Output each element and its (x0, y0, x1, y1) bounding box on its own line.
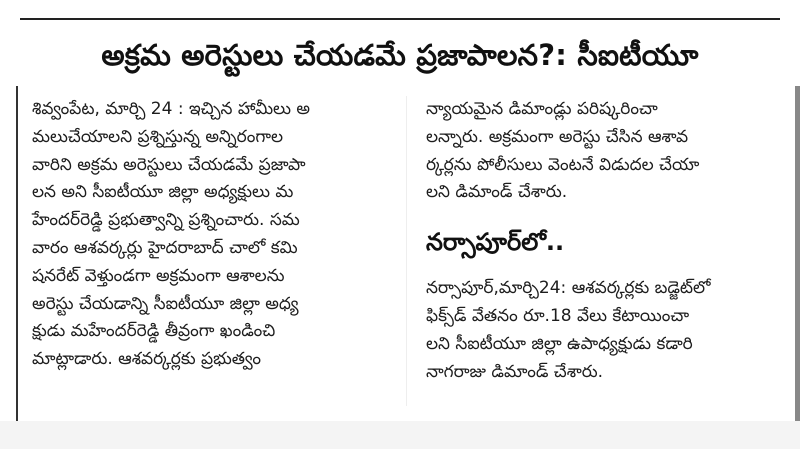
left-column (32, 96, 380, 374)
text-line: వారిని అక్రమ అరెస్టులు చేయడమే ప్రజాపా (32, 154, 306, 175)
text-line: శివ్వంపేట, మార్చి 24 : ఇచ్చిన హామీలు అ (32, 99, 310, 119)
text-line: క్షుడు మహేందర్‌రెడ్డి తీవ్రంగా ఖండించి (32, 321, 276, 342)
text-line: లన్నారు. అక్రమంగా అరెస్టు చేసిన ఆశావ (426, 126, 689, 147)
text-line: మలుచేయాలని ప్రశ్నిస్తున్న అన్నిరంగాల (32, 126, 284, 147)
text-line: హేందర్‌రెడ్డి ప్రభుత్వాన్ని ప్రశ్నించారు. సమ (32, 210, 300, 231)
sub-heading: నర్సాపూర్‌లో.. (426, 228, 565, 257)
text-line: ర్కర్లను పోలీసులు వెంటనే విడుదల చేయా (426, 154, 700, 175)
text-line: న్యాయమైన డిమాండ్లు పరిష్కరించా (426, 99, 658, 119)
text-line: లని సీఐటీయూ జిల్లా ఉపాధ్యక్షుడు కడారి (426, 333, 693, 354)
top-divider (20, 18, 780, 20)
text-line: వారం ఆశవర్కర్లు హైదరాబాద్ చాలో కమి (32, 237, 298, 258)
text-line: అరెస్టు చేయడాన్ని సీఐటీయూ జిల్లా అధ్య (32, 293, 299, 314)
column-gutter (406, 96, 407, 406)
right-column (426, 96, 774, 386)
left-border (16, 86, 18, 421)
text-line: లని డిమాండ్ చేశారు. (426, 182, 568, 203)
text-line: మాట్లాడారు. ఆశవర్కర్లకు ప్రభుత్వం (32, 349, 261, 370)
text-line: లన అని సీఐటీయూ జిల్లా అధ్యక్షులు మ (32, 182, 294, 203)
text-line: నాగరాజు డిమాండ్ చేశారు. (426, 361, 604, 382)
article-headline: అక్రమ అరెస్టులు చేయడమే ప్రజాపాలన?: సీఐటీయూ (101, 38, 699, 72)
right-border (795, 86, 800, 421)
text-line: షనరేట్ వెళ్తుండగా అక్రమంగా ఆశాలను (32, 265, 285, 286)
previous-article-cutoff (0, 0, 800, 14)
page-bottom-margin (0, 421, 800, 449)
text-line: ఫిక్స్‌డ్ వేతనం రూ.18 వేలు కేటాయించా (426, 305, 690, 326)
text-line: నర్సాపూర్,మార్చి24: ఆశవర్కర్లకు బడ్జెట్‌లో (426, 278, 711, 299)
